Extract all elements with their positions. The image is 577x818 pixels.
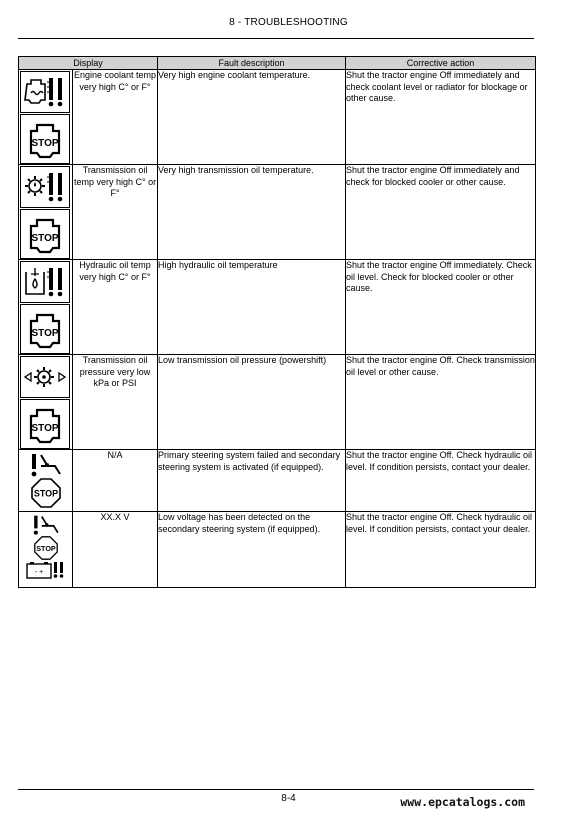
- corrective-action: Shut the tractor engine Off immediately. Check oil level. Check for blocked cooler or other cause.: [346, 260, 536, 355]
- display-icons-cell: [19, 450, 73, 512]
- engine-stop-icon: [20, 304, 70, 354]
- header-divider: [18, 38, 534, 39]
- engine-stop-icon: [20, 114, 70, 164]
- display-text: XX.X V: [73, 512, 158, 588]
- table-row: [19, 165, 536, 260]
- table-row: [19, 70, 536, 165]
- corrective-action: Shut the tractor engine Off immediately and check for blocked cooler or other cause.: [346, 165, 536, 260]
- steering-warning-icon: [29, 452, 63, 478]
- fault-description: Very high engine coolant temperature.: [158, 70, 346, 165]
- column-header-display: Display: [19, 57, 158, 70]
- corrective-action: Shut the tractor engine Off. Check transmission oil level or other cause.: [346, 355, 536, 450]
- engine-stop-label: STOP: [31, 233, 59, 244]
- engine-stop-label: STOP: [31, 423, 59, 434]
- stop-sign-icon: [34, 536, 58, 560]
- engine-stop-icon: [20, 209, 70, 259]
- table-row: [19, 450, 536, 512]
- display-text: Engine coolant temp very high C° or F°: [73, 70, 158, 165]
- hydraulic-temp-warning-icon: [20, 261, 70, 303]
- watermark: www.epcatalogs.com: [400, 795, 525, 809]
- stop-sign-label: STOP: [35, 543, 56, 553]
- display-text: Hydraulic oil temp very high C° or F°: [73, 260, 158, 355]
- display-icons-cell: [19, 355, 73, 450]
- display-icons-cell: [19, 70, 73, 165]
- troubleshooting-table: [18, 56, 536, 588]
- display-text: Transmission oil temp very high C° or F°: [73, 165, 158, 260]
- table-header-row: [19, 57, 536, 70]
- column-header-fault: Fault description: [158, 57, 346, 70]
- corrective-action: Shut the tractor engine Off. Check hydraulic oil level. If condition persists, contact your dealer.: [346, 512, 536, 588]
- display-icons-cell: [19, 260, 73, 355]
- engine-stop-label: STOP: [31, 328, 59, 339]
- footer-divider: [18, 789, 534, 790]
- stop-sign-label: STOP: [33, 488, 58, 499]
- steering-warning-icon: [30, 514, 62, 536]
- fault-description: High hydraulic oil temperature: [158, 260, 346, 355]
- transmission-temp-warning-icon: [20, 166, 70, 208]
- display-icons-cell: [19, 512, 73, 588]
- table-row: [19, 355, 536, 450]
- engine-stop-label: STOP: [31, 138, 59, 149]
- display-icons-cell: [19, 165, 73, 260]
- battery-low-voltage-icon: [25, 560, 67, 580]
- transmission-pressure-warning-icon: [20, 356, 70, 398]
- corrective-action: Shut the tractor engine Off. Check hydraulic oil level. If condition persists, contact your dealer.: [346, 450, 536, 512]
- page-header: 8 - TROUBLESHOOTING: [229, 17, 348, 28]
- stop-sign-icon: [31, 478, 61, 508]
- display-text: N/A: [73, 450, 158, 512]
- corrective-action: Shut the tractor engine Off immediately and check coolant level or radiator for blockage or other cause.: [346, 70, 536, 165]
- table-row: [19, 260, 536, 355]
- display-text: Transmission oil pressure very low kPa or PSI: [73, 355, 158, 450]
- fault-description: Very high transmission oil temperature.: [158, 165, 346, 260]
- column-header-action: Corrective action: [346, 57, 536, 70]
- battery-terminal-label: - +: [34, 569, 43, 576]
- page-number: 8-4: [281, 793, 296, 804]
- fault-description: Primary steering system failed and secondary steering system is activated (if equipped).: [158, 450, 346, 512]
- engine-coolant-warning-icon: [20, 71, 70, 113]
- fault-description: Low transmission oil pressure (powershift): [158, 355, 346, 450]
- fault-description: Low voltage has been detected on the secondary steering system (if equipped).: [158, 512, 346, 588]
- engine-stop-icon: [20, 399, 70, 449]
- table-row: [19, 512, 536, 588]
